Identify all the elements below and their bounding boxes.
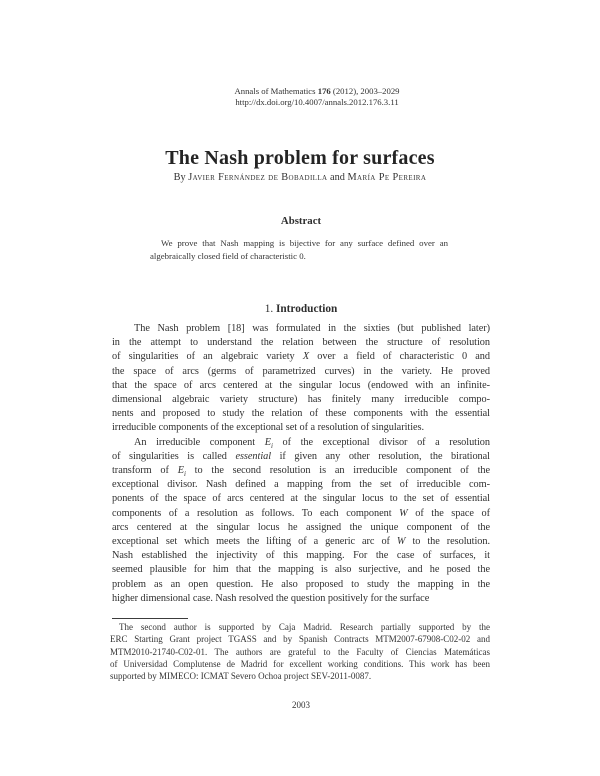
section-heading [112, 303, 490, 315]
body-text-line: components of a resolution as follows. To each component W of the space of [112, 507, 490, 519]
journal-name: Annals of Mathematics [234, 86, 318, 96]
journal-citation-line [128, 86, 506, 97]
page-number: 2003 [292, 700, 310, 710]
section-title: Introduction [275, 303, 338, 315]
body-text-line: transform of $E_i$ to the second resolution is an irreducible component of the [112, 465, 491, 479]
abstract-heading: Abstract [280, 215, 322, 227]
journal-header [112, 86, 506, 108]
byline-prefix: By [173, 172, 189, 183]
body-text-line: higher dimensional case. Nash resolved the question positively for the surface [112, 592, 430, 604]
body-text-line: the space of arcs (germs of parametrized curves) in the variety. He proved [112, 365, 490, 377]
footnote-line: ERC Starting Grant project TGASS and by Spanish Contracts MTM2007-67908-C02-02 and [110, 634, 490, 645]
introduction-body [112, 322, 490, 606]
footnote-line: supported by MIMECO: ICMAT Severo Ochoa project SEV-2011-0087. [110, 671, 372, 682]
abstract-text [150, 237, 448, 264]
footnote-rule [112, 618, 188, 619]
journal-issue-pages: (2012), 2003–2029 [330, 86, 400, 96]
body-text-line: dimensional algebraic variety structure) has finitely many irreducible compo- [112, 394, 490, 406]
footnote [110, 621, 490, 682]
body-text-line: of singularities of an algebraic variety X over a field of characteristic 0 and [112, 351, 490, 363]
body-text-line: arcs centered at the singular locus he assigned the unique component of the [112, 521, 490, 533]
body-text-line: seemed plausible for him that the mapping is also surjective, and he posed the [112, 564, 490, 576]
body-text-line: in the attempt to understand the relation between the structure of resolution [112, 337, 490, 349]
introduction-paragraph-2 [112, 436, 490, 606]
section-number: 1. [264, 303, 276, 315]
abstract-line: We prove that Nash mapping is bijective for any surface defined over an [161, 238, 448, 248]
doi-line: http://dx.doi.org/10.4007/annals.2012.176.3.11 [235, 97, 399, 108]
footnote-line: MTM2010-21740-C02-01. The authors are grateful to the Faculty of Ciencias Matemáticas [110, 646, 490, 657]
introduction-paragraph-1 [112, 322, 490, 436]
body-text-line: of singularities is called essential if given any other resolution, the birational [112, 450, 490, 462]
journal-volume: 176 [317, 86, 331, 96]
author-2: María Pe Pereira [347, 172, 427, 183]
body-text-line: exceptional set which meets the lifting of a generic arc of W to the resolution. [112, 536, 490, 548]
body-text-line: ponents of the space of arcs centered at the singular locus to the set of essential [112, 493, 490, 505]
body-text-line: Nash established the injectivity of this mapping. For the case of surfaces, it [112, 550, 490, 562]
body-text-line: An irreducible component $E_i$ of the exceptional divisor of a resolution [134, 436, 490, 450]
paper-title: The Nash problem for surfaces [165, 147, 435, 170]
byline-connector: and [327, 172, 348, 183]
body-text-line: exceptional divisor. Nash defined a mapping from the set of irreducible com- [112, 479, 490, 491]
abstract-line: algebraically closed field of characteristic 0. [150, 251, 306, 262]
body-text-line: The Nash problem [18] was formulated in the sixties (but published later) [134, 323, 490, 334]
body-text-line: problem as an open question. He also proposed to study the mapping in the [112, 578, 490, 590]
footnote-line: The second author is supported by Caja Madrid. Research partially supported by the [119, 622, 490, 632]
body-text-line: irreducible components of the exceptional set of a resolution of singularities. [112, 422, 425, 434]
body-text-line: nents and proposed to study the relation of these components with the essential [112, 408, 490, 420]
author-1: Javier Fernández de Bobadilla [188, 172, 328, 183]
body-text-line: that the space of arcs centered at the singular locus (endowed with an infinite- [112, 379, 490, 391]
footnote-line: of Universidad Complutense de Madrid for excellent working conditions. This work has been [110, 658, 490, 669]
byline [60, 172, 540, 183]
